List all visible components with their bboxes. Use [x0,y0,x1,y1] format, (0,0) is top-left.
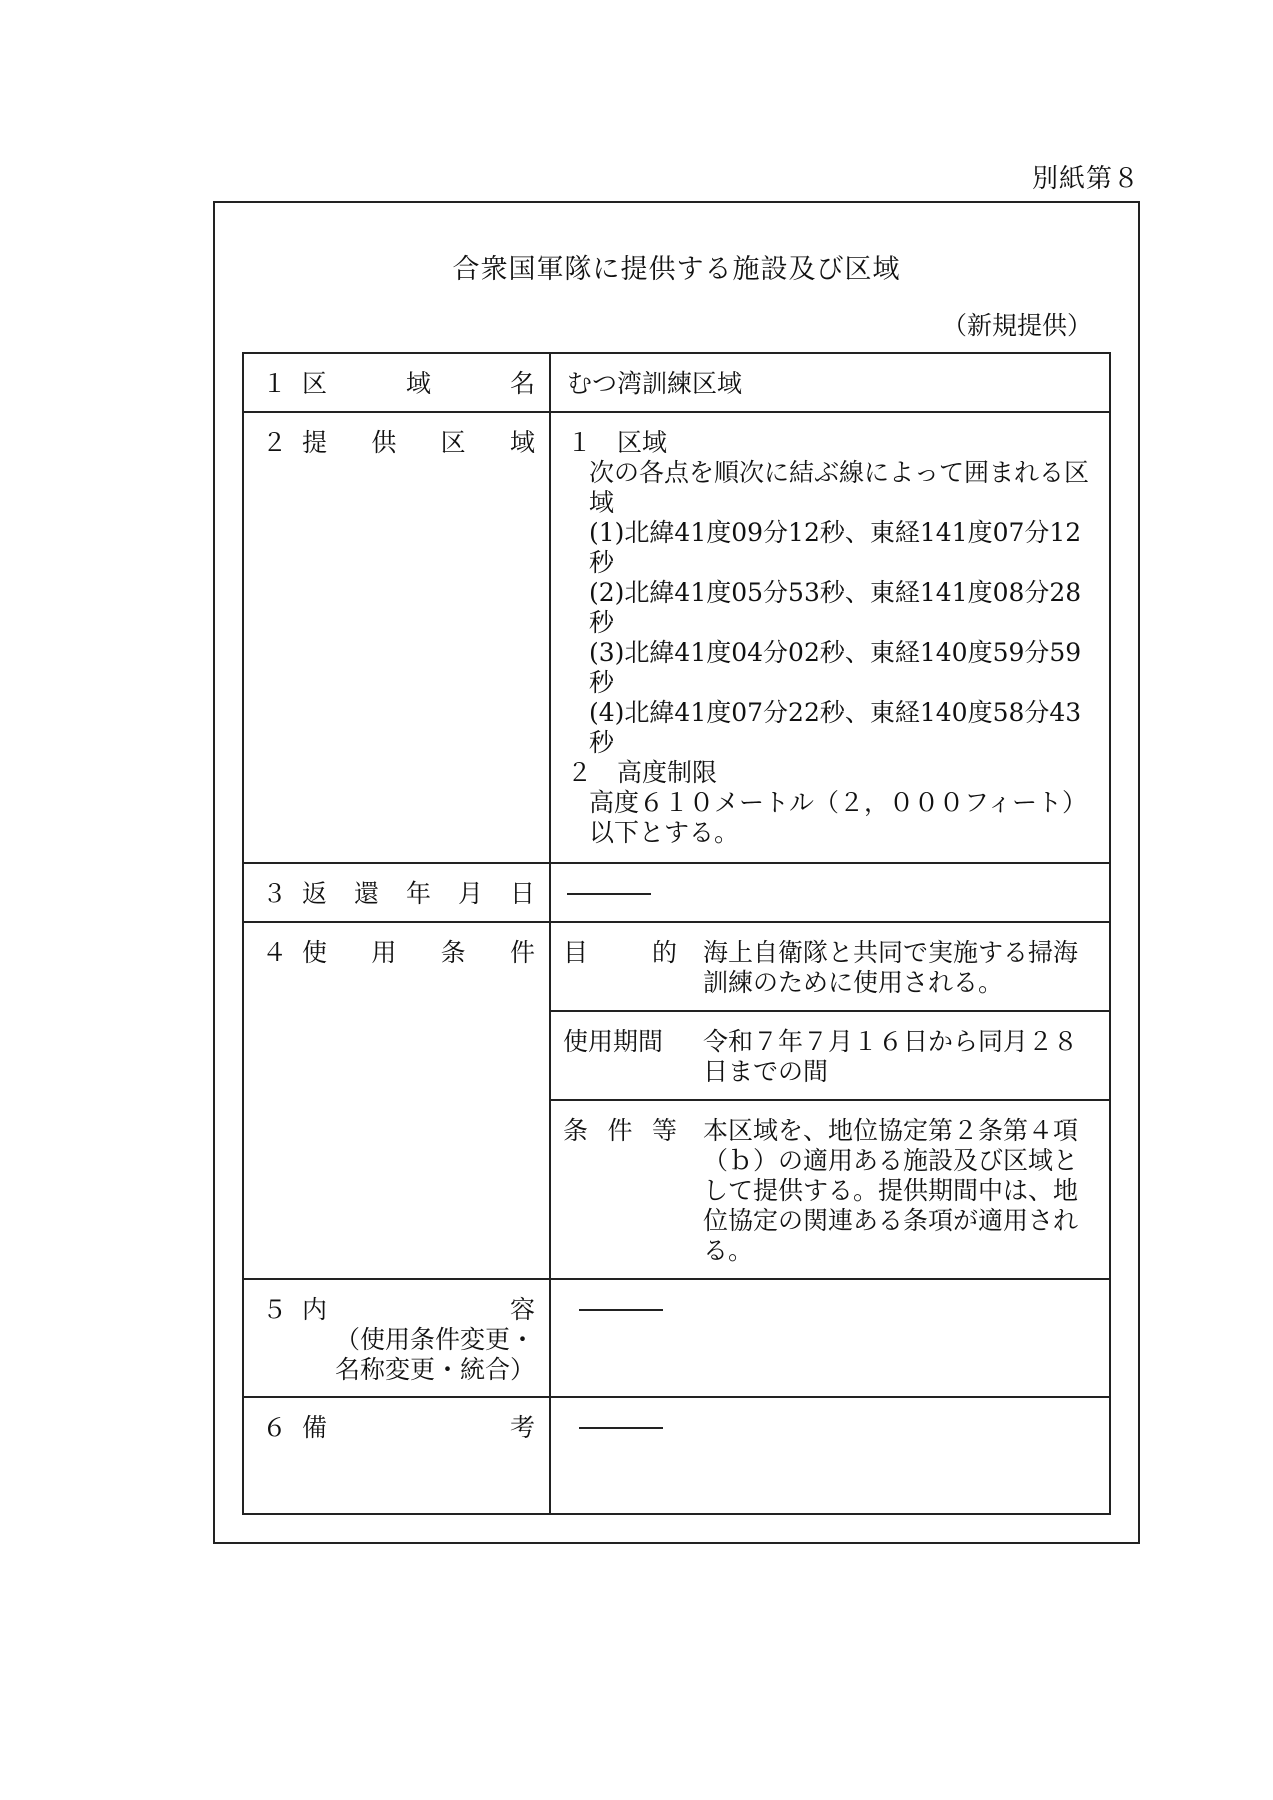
value-provided-area [550,412,1110,863]
row-number: １ [262,369,288,398]
empty-dash [579,1427,663,1429]
section-altitude-heading: ２ 高度制限 [567,758,718,787]
subrow-conditions [551,1100,1109,1278]
section-altitude-text: 高度６１０メートル（２，０００フィート）以下とする。 [589,788,1088,847]
table-row-use-conditions [243,922,1110,1279]
value-remarks [550,1397,1110,1514]
label-area-name: １ 区 域 名 [243,353,550,412]
table-row-return-date [243,863,1110,922]
value-conditions: 本区域を、地位協定第２条第４項（ｂ）の適用ある施設及び区域として提供する。提供期間中は、地位協定の関連ある条項が適用される。 [703,1116,1079,1265]
subrow-purpose [551,923,1109,1011]
section-area-intro: 次の各点を順次に結ぶ線によって囲まれる区域 [589,458,1090,517]
label-purpose: 目 的 [551,923,689,1011]
section-area-heading: １ 区域 [567,428,668,457]
document-frame [213,201,1140,1544]
subrow-period [551,1011,1109,1100]
use-conditions-detail [550,922,1110,1279]
coordinate-point: (4)北緯41度07分22秒、東経140度58分43秒 [589,698,1082,757]
label-remarks: ６ 備 考 [243,1397,550,1514]
coordinate-point: (3)北緯41度04分02秒、東経140度59分59秒 [589,638,1082,697]
row-number: ２ [262,428,288,457]
label-provided-area: ２ 提 供 区 域 [243,412,550,863]
use-conditions-subtable [551,923,1109,1278]
table-row-remarks [243,1397,1110,1514]
label-content-note-2: 名称変更・統合） [334,1355,535,1384]
attachment-label: 別紙第８ [1031,164,1140,194]
coordinate-point: (1)北緯41度09分12秒、東経141度07分12秒 [589,518,1082,577]
row-number: ５ [262,1295,288,1324]
table-row-content [243,1279,1110,1397]
document-subtitle: （新規提供） [941,311,1092,340]
value-area-name: むつ湾訓練区域 [550,353,1110,412]
label-content: ５ 内 容 （使用条件変更・ 名称変更・統合） [243,1279,550,1397]
label-period: 使用期間 [551,1011,689,1100]
value-purpose: 海上自衛隊と共同で実施する掃海訓練のために使用される。 [689,923,1109,1011]
row-number: ６ [262,1413,288,1442]
value-content [550,1279,1110,1397]
empty-dash [567,893,651,895]
table-row-provided-area [243,412,1110,863]
value-return-date [550,863,1110,922]
row-number: ３ [262,879,288,908]
value-period: 令和７年７月１６日から同月２８日までの間 [689,1011,1109,1100]
document-title: 合衆国軍隊に提供する施設及び区域 [452,254,901,285]
table-row-area-name [243,353,1110,412]
label-content-note-1: （使用条件変更・ [334,1325,535,1354]
label-conditions: 条 件 等 [563,1116,677,1145]
label-return-date: ３ 返 還 年 月 日 [243,863,550,922]
facility-table [242,352,1111,1515]
empty-dash [579,1309,663,1311]
coordinate-point: (2)北緯41度05分53秒、東経141度08分28秒 [589,578,1082,637]
row-number: ４ [262,938,288,967]
label-use-conditions: ４ 使 用 条 件 [243,922,550,1279]
